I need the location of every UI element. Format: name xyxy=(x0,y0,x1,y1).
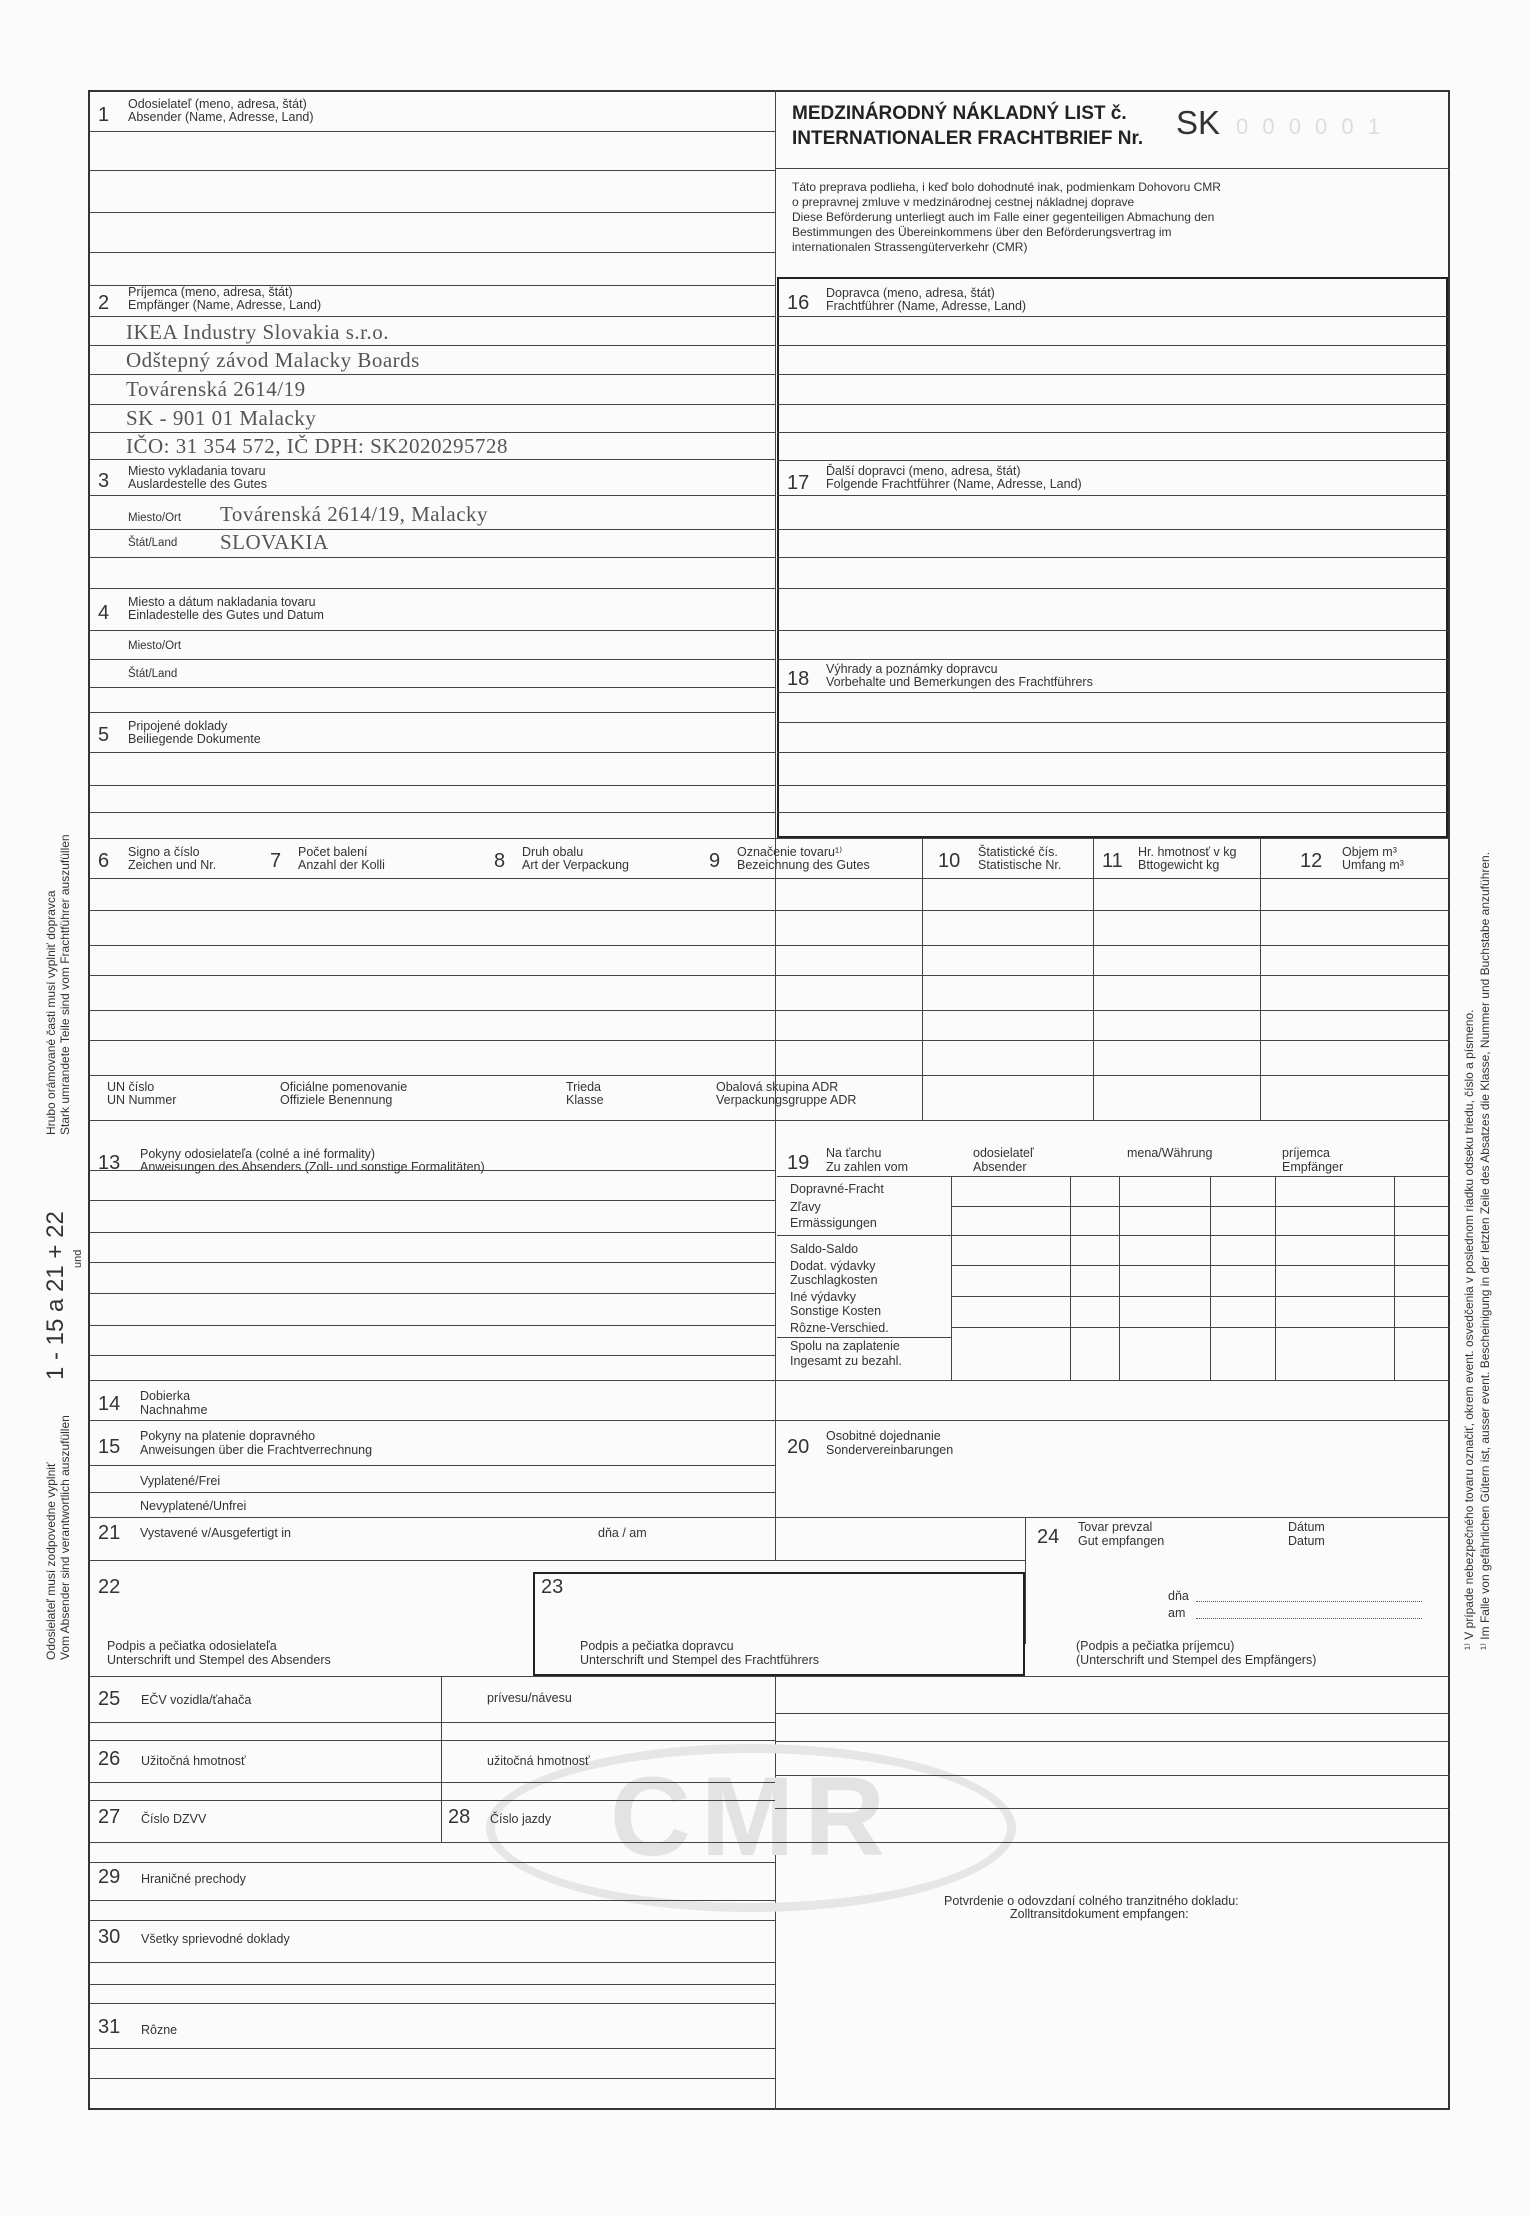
field-8-number: 8 xyxy=(494,850,506,872)
rule xyxy=(441,1676,442,1842)
rule xyxy=(777,812,1448,813)
field-24-date-label-de: Datum xyxy=(1288,1534,1325,1548)
field-26-label: Užitočná hmotnosť xyxy=(141,1754,246,1768)
consignee-line-4: SK - 901 01 Malacky xyxy=(126,406,317,430)
rule xyxy=(88,910,1450,911)
rule xyxy=(88,1075,1450,1076)
rule xyxy=(88,432,775,433)
charge-discount-label-de: Ermässigungen xyxy=(790,1216,877,1230)
charge-other-label: Iné výdavky xyxy=(790,1290,857,1304)
field-2-number: 2 xyxy=(98,292,110,314)
payment-unpaid-label: Nevyplatené/Unfrei xyxy=(140,1499,247,1513)
field-19-label-sk: Na ťarchu xyxy=(826,1146,882,1160)
field-17-label-sk: Ďalší dopravci (meno, adresa, štát) xyxy=(826,464,1021,478)
rule xyxy=(777,752,1448,753)
convention-note-1: Táto preprava podlieha, i keď bolo dohodnuté inak, podmienkam Dohovoru CMR xyxy=(792,180,1221,194)
field-24-day-label: dňa xyxy=(1168,1589,1189,1603)
rule xyxy=(88,1920,775,1921)
field-11-label-de: Bttogewicht kg xyxy=(1138,858,1220,872)
rule xyxy=(88,529,775,530)
rule xyxy=(777,630,1448,631)
column-divider xyxy=(775,90,776,1560)
rule xyxy=(88,2048,775,2049)
rule xyxy=(88,1010,1450,1011)
rule xyxy=(777,1176,1450,1177)
rule xyxy=(88,374,775,375)
rule xyxy=(88,812,775,813)
field-14-label-sk: Dobierka xyxy=(140,1389,191,1403)
rule xyxy=(88,1420,1450,1421)
rule xyxy=(88,1170,775,1171)
rule xyxy=(777,785,1448,786)
field-9-number: 9 xyxy=(709,850,721,872)
rule xyxy=(88,752,775,753)
field-18-label-sk: Výhrady a poznámky dopravcu xyxy=(826,662,998,676)
rule xyxy=(88,945,1450,946)
rule xyxy=(777,404,1448,405)
rule xyxy=(88,1984,775,1985)
field-27-number: 27 xyxy=(98,1806,121,1828)
field-28-number: 28 xyxy=(448,1806,471,1828)
rule xyxy=(777,432,1448,433)
rule xyxy=(88,495,775,496)
field-14-number: 14 xyxy=(98,1393,121,1415)
field-3-label-de: Auslardestelle des Gutes xyxy=(128,477,267,491)
rule xyxy=(951,1327,1450,1328)
field-18-label-de: Vorbehalte und Bemerkungen des Frachtführers xyxy=(826,675,1093,689)
form-title-de: INTERNATIONALER FRACHTBRIEF Nr. xyxy=(792,128,1144,149)
transit-confirm-de: Zolltransitdokument empfangen: xyxy=(1010,1907,1189,1921)
rule xyxy=(777,460,1448,461)
field-11-number: 11 xyxy=(1102,850,1123,872)
field-7-label-de: Anzahl der Kolli xyxy=(298,858,385,872)
field-16-number: 16 xyxy=(787,292,810,314)
margin-left-bold-note-de: Stark umrandete Teile sind vom Frachtführer auszufüllen xyxy=(58,834,72,1135)
rule xyxy=(88,1355,775,1356)
payer-sender-label-sk: odosielateľ xyxy=(973,1146,1034,1160)
consignee-line-5: IČO: 31 354 572, IČ DPH: SK2020295728 xyxy=(126,434,508,458)
field-25-label: EČV vozidla/ťahača xyxy=(141,1693,252,1707)
rule xyxy=(88,459,775,460)
rule xyxy=(777,659,1448,660)
convention-note-3: Diese Beförderung unterliegt auch im Falle einer gegenteiligen Abmachung den xyxy=(792,210,1215,224)
adr-un-label-sk: UN číslo xyxy=(107,1080,155,1094)
field-17-number: 17 xyxy=(787,472,810,494)
rule xyxy=(88,687,775,688)
rule xyxy=(88,1962,775,1963)
field-20-number: 20 xyxy=(787,1436,810,1458)
rule xyxy=(88,1380,1450,1381)
charge-freight-label: Dopravné-Fracht xyxy=(790,1182,884,1196)
rule xyxy=(88,1800,775,1801)
convention-note-2: o prepravnej zmluve v medzinárodnej cestnej nákladnej doprave xyxy=(792,195,1135,209)
field-12-number: 12 xyxy=(1300,850,1323,872)
unload-country-value: SLOVAKIA xyxy=(220,530,329,554)
rule xyxy=(88,170,775,171)
convention-note-5: internationalen Strassengüterverkehr (CMR) xyxy=(792,240,1028,254)
field-22-number: 22 xyxy=(98,1576,121,1598)
rule xyxy=(1025,1517,1026,1644)
margin-right-footnote-sk: ¹⁾ V prípade nebezpečného tovaru označiť, okrem event. osvedčenia v poslednom riadku odseku triedu, číslo a písmeno. xyxy=(1462,1009,1476,1650)
rule xyxy=(88,1740,775,1741)
field-24-sign-sk: (Podpis a pečiatka príjemcu) xyxy=(1076,1639,1235,1653)
rule xyxy=(777,588,1448,589)
field-3-country-label: Štát/Land xyxy=(128,537,178,549)
rule xyxy=(88,212,775,213)
rule xyxy=(1093,838,1094,1120)
rule xyxy=(88,1842,775,1843)
rule xyxy=(775,168,1450,169)
form-title-sk: MEDZINÁRODNÝ NÁKLADNÝ LIST č. xyxy=(792,103,1127,124)
margin-left-und: und xyxy=(72,1249,84,1268)
field-16-label-de: Frachtführer (Name, Adresse, Land) xyxy=(826,299,1027,313)
field-24-label-sk: Tovar prevzal xyxy=(1078,1520,1153,1534)
field-21-number: 21 xyxy=(98,1522,121,1544)
rule xyxy=(88,1120,1450,1121)
field-7-number: 7 xyxy=(270,850,282,872)
field-13-number: 13 xyxy=(98,1152,121,1174)
rule xyxy=(777,1235,1450,1236)
field-21-label: Vystavené v/Ausgefertigt in xyxy=(140,1526,292,1540)
margin-left-sender-note-de: Vom Absender sind verantwortlich auszufüllen xyxy=(58,1415,72,1660)
consignee-line-1: IKEA Industry Slovakia s.r.o. xyxy=(126,320,389,344)
field-27-label: Číslo DZVV xyxy=(141,1812,207,1826)
payer-currency-label: mena/Währung xyxy=(1127,1146,1213,1160)
field-24-label-de: Gut empfangen xyxy=(1078,1534,1165,1548)
adr-group-label-sk: Obalová skupina ADR xyxy=(716,1080,839,1094)
field-3-number: 3 xyxy=(98,470,110,492)
charge-extra-label-de: Zuschlagkosten xyxy=(790,1273,878,1287)
field-10-number: 10 xyxy=(938,850,961,872)
field-15-label-sk: Pokyny na platenie dopravného xyxy=(140,1429,316,1443)
field-24-sign-de: (Unterschrift und Stempel des Empfängers) xyxy=(1076,1653,1317,1667)
field-23-number: 23 xyxy=(541,1576,564,1598)
field-24-am-line xyxy=(1196,1607,1422,1619)
field-29-label: Hraničné prechody xyxy=(141,1872,246,1886)
field-24-date-label-sk: Dátum xyxy=(1288,1520,1325,1534)
field-12-label-de: Umfang m³ xyxy=(1342,858,1404,872)
rule xyxy=(951,1296,1450,1297)
rule xyxy=(88,404,775,405)
rule xyxy=(922,838,923,1120)
rule xyxy=(1260,838,1261,1120)
field-30-number: 30 xyxy=(98,1926,121,1948)
rule xyxy=(88,878,1450,879)
rule xyxy=(777,529,1448,530)
field-31-number: 31 xyxy=(98,2016,121,2038)
rule xyxy=(88,712,775,713)
cmr-watermark: CMR xyxy=(610,1754,896,1879)
adr-group-label-de: Verpackungsgruppe ADR xyxy=(716,1093,857,1107)
rule xyxy=(88,1200,775,1201)
charge-total-label-de: Ingesamt zu bezahl. xyxy=(790,1354,902,1368)
rule xyxy=(777,316,1448,317)
transit-confirm-sk: Potvrdenie o odovzdaní colného tranzitného dokladu: xyxy=(944,1894,1239,1908)
field-12-label-sk: Objem m³ xyxy=(1342,845,1397,859)
field-31-label: Rôzne xyxy=(141,2023,178,2037)
margin-left-fields-range xyxy=(42,1211,70,1380)
field-10-label-sk: Štatistické čís. xyxy=(978,845,1058,859)
adr-name-label-sk: Oficiálne pomenovanie xyxy=(280,1080,408,1094)
payer-sender-label-de: Absender xyxy=(973,1160,1027,1174)
field-26-number: 26 xyxy=(98,1748,121,1770)
field-26-useful-label: užitočná hmotnosť xyxy=(487,1754,590,1768)
adr-class-label-sk: Trieda xyxy=(566,1080,601,1094)
rule xyxy=(777,722,1448,723)
rule xyxy=(88,1040,1450,1041)
field-6-label-sk: Signo a číslo xyxy=(128,845,200,859)
field-2-label-de: Empfänger (Name, Adresse, Land) xyxy=(128,298,322,312)
rule xyxy=(88,1492,775,1493)
payment-paid-label: Vyplatené/Frei xyxy=(140,1474,221,1488)
field-6-number: 6 xyxy=(98,850,110,872)
field-20-label-de: Sondervereinbarungen xyxy=(826,1443,954,1457)
rule xyxy=(777,495,1448,496)
field-23-label-de: Unterschrift und Stempel des Frachtführers xyxy=(580,1653,819,1667)
payer-receiver-label-de: Empfänger xyxy=(1282,1160,1344,1174)
rule xyxy=(88,588,775,589)
rule xyxy=(88,131,775,132)
charge-total-label: Spolu na zaplatenie xyxy=(790,1339,900,1353)
field-22-label-sk: Podpis a pečiatka odosielateľa xyxy=(107,1639,277,1653)
rule xyxy=(951,1265,1450,1266)
field-10-label-de: Statistische Nr. xyxy=(978,858,1062,872)
rule xyxy=(88,252,775,253)
field-22-label-de: Unterschrift und Stempel des Absenders xyxy=(107,1653,331,1667)
field-1-number: 1 xyxy=(98,104,110,126)
rule xyxy=(88,2078,775,2079)
field-9-label-de: Bezeichnung des Gutes xyxy=(737,858,870,872)
field-13-label-de: Anweisungen des Absenders (Zoll- und sonstige Formalitäten) xyxy=(140,1160,485,1174)
rule xyxy=(775,1808,1450,1809)
payer-receiver-label-sk: príjemca xyxy=(1282,1146,1330,1160)
adr-un-label-de: UN Nummer xyxy=(107,1093,177,1107)
field-29-number: 29 xyxy=(98,1866,121,1888)
field-1-label-de: Absender (Name, Adresse, Land) xyxy=(128,110,314,124)
consignee-line-3: Továrenská 2614/19 xyxy=(126,377,306,401)
field-17-label-de: Folgende Frachtführer (Name, Adresse, Land) xyxy=(826,477,1082,491)
rule xyxy=(88,1517,1450,1518)
field-11-label-sk: Hr. hmotnosť v kg xyxy=(1138,845,1237,859)
charge-extra-label: Dodat. výdavky xyxy=(790,1259,876,1273)
field-4-number: 4 xyxy=(98,602,110,624)
unload-place-value: Továrenská 2614/19, Malacky xyxy=(220,502,489,526)
rule xyxy=(775,1775,1450,1776)
field-23-label-sk: Podpis a pečiatka dopravcu xyxy=(580,1639,734,1653)
country-code: SK xyxy=(1176,104,1221,141)
rule xyxy=(777,374,1448,375)
rule xyxy=(88,316,775,317)
charge-other-label-de: Sonstige Kosten xyxy=(790,1304,882,1318)
field-3-label-sk: Miesto vykladania tovaru xyxy=(128,464,266,478)
field-18-number: 18 xyxy=(787,668,810,690)
field-25-trailer-label: prívesu/návesu xyxy=(487,1691,572,1705)
rule xyxy=(88,785,775,786)
rule xyxy=(951,1206,1450,1207)
field-15-number: 15 xyxy=(98,1436,121,1458)
rule xyxy=(88,1900,775,1901)
rule xyxy=(88,838,1450,839)
rule xyxy=(777,345,1448,346)
rule xyxy=(777,557,1448,558)
rule xyxy=(88,1560,1025,1561)
rule xyxy=(88,1262,775,1263)
consignee-line-2: Odštepný závod Malacky Boards xyxy=(126,348,420,372)
charge-misc-label: Rôzne-Verschied. xyxy=(790,1321,889,1335)
field-13-label-sk: Pokyny odosielateľa (colné a iné formality) xyxy=(140,1147,376,1161)
field-24-am-label: am xyxy=(1168,1606,1186,1620)
rule xyxy=(88,1325,775,1326)
adr-class-label-de: Klasse xyxy=(566,1093,604,1107)
rule xyxy=(88,1676,1450,1677)
field-15-label-de: Anweisungen über die Frachtverrechnung xyxy=(140,1443,373,1457)
rule xyxy=(775,1713,1450,1714)
field-16-label-sk: Dopravca (meno, adresa, štát) xyxy=(826,286,995,300)
rule xyxy=(88,1862,775,1863)
rule xyxy=(777,692,1448,693)
rule xyxy=(88,345,775,346)
rule xyxy=(777,1337,951,1338)
field-3-place-label: Miesto/Ort xyxy=(128,512,182,524)
rule xyxy=(88,2003,775,2004)
field-25-number: 25 xyxy=(98,1688,121,1710)
convention-note-4: Bestimmungen des Übereinkommens über den Beförderungsvertrag im xyxy=(792,225,1172,239)
field-5-number: 5 xyxy=(98,724,110,746)
field-20-label-sk: Osobitné dojednanie xyxy=(826,1429,941,1443)
field-6-label-de: Zeichen und Nr. xyxy=(128,858,217,872)
rule xyxy=(88,1722,775,1723)
field-14-label-de: Nachnahme xyxy=(140,1403,208,1417)
field-24-day-line xyxy=(1196,1590,1422,1602)
rule xyxy=(775,1842,1450,1843)
adr-name-label-de: Offiziele Benennung xyxy=(280,1093,393,1107)
field-30-label: Všetky sprievodné doklady xyxy=(141,1932,290,1946)
field-9-label-sk: Označenie tovaru¹⁾ xyxy=(737,845,843,859)
field-4-label-de: Einladestelle des Gutes und Datum xyxy=(128,608,324,622)
rule xyxy=(88,1782,775,1783)
field-5-label-de: Beiliegende Dokumente xyxy=(128,732,261,746)
field-19-label-de: Zu zahlen vom xyxy=(826,1160,908,1174)
field-8-label-de: Art der Verpackung xyxy=(522,858,630,872)
field-2-label-sk: Príjemca (meno, adresa, štát) xyxy=(128,285,293,299)
margin-right-footnote-de: ¹⁾ Im Falle von gefährlichen Gütern ist, ausser event. Bescheinigung in der letzten Zeile des Absatzes die Klasse, Nummer und Buchstabe anzuführen. xyxy=(1478,851,1492,1650)
field-19-number: 19 xyxy=(787,1152,810,1174)
margin-left-bold-note-sk: Hrubo orámované časti musí vyplniť dopravca xyxy=(44,890,58,1135)
rule xyxy=(88,659,775,660)
field-8-label-sk: Druh obalu xyxy=(522,845,584,859)
rule xyxy=(88,975,1450,976)
field-1-label-sk: Odosielateľ (meno, adresa, štát) xyxy=(128,97,307,111)
rule xyxy=(88,1293,775,1294)
field-21-day-label: dňa / am xyxy=(598,1526,647,1540)
field-24-number: 24 xyxy=(1037,1526,1060,1548)
margin-left-fields-range-text: 1 - 15 a 21 + 22 xyxy=(42,1211,69,1380)
rule xyxy=(88,557,775,558)
form-serial-number: 0 0 0 0 0 1 xyxy=(1236,114,1384,139)
field-28-label: Číslo jazdy xyxy=(490,1812,552,1826)
charge-saldo-label: Saldo-Saldo xyxy=(790,1242,859,1256)
charge-discount-label: Zľavy xyxy=(790,1200,821,1214)
margin-left-sender-note-sk: Odosielateľ musí zodpovedne vyplniť xyxy=(44,1462,58,1660)
field-4-label-sk: Miesto a dátum nakladania tovaru xyxy=(128,595,316,609)
rule xyxy=(88,630,775,631)
field-7-label-sk: Počet balení xyxy=(298,845,368,859)
rule xyxy=(88,1232,775,1233)
field-4-country-label: Štát/Land xyxy=(128,668,178,680)
rule xyxy=(775,1741,1450,1742)
field-4-place-label: Miesto/Ort xyxy=(128,640,182,652)
field-5-label-sk: Pripojené doklady xyxy=(128,719,228,733)
rule xyxy=(88,1465,775,1466)
